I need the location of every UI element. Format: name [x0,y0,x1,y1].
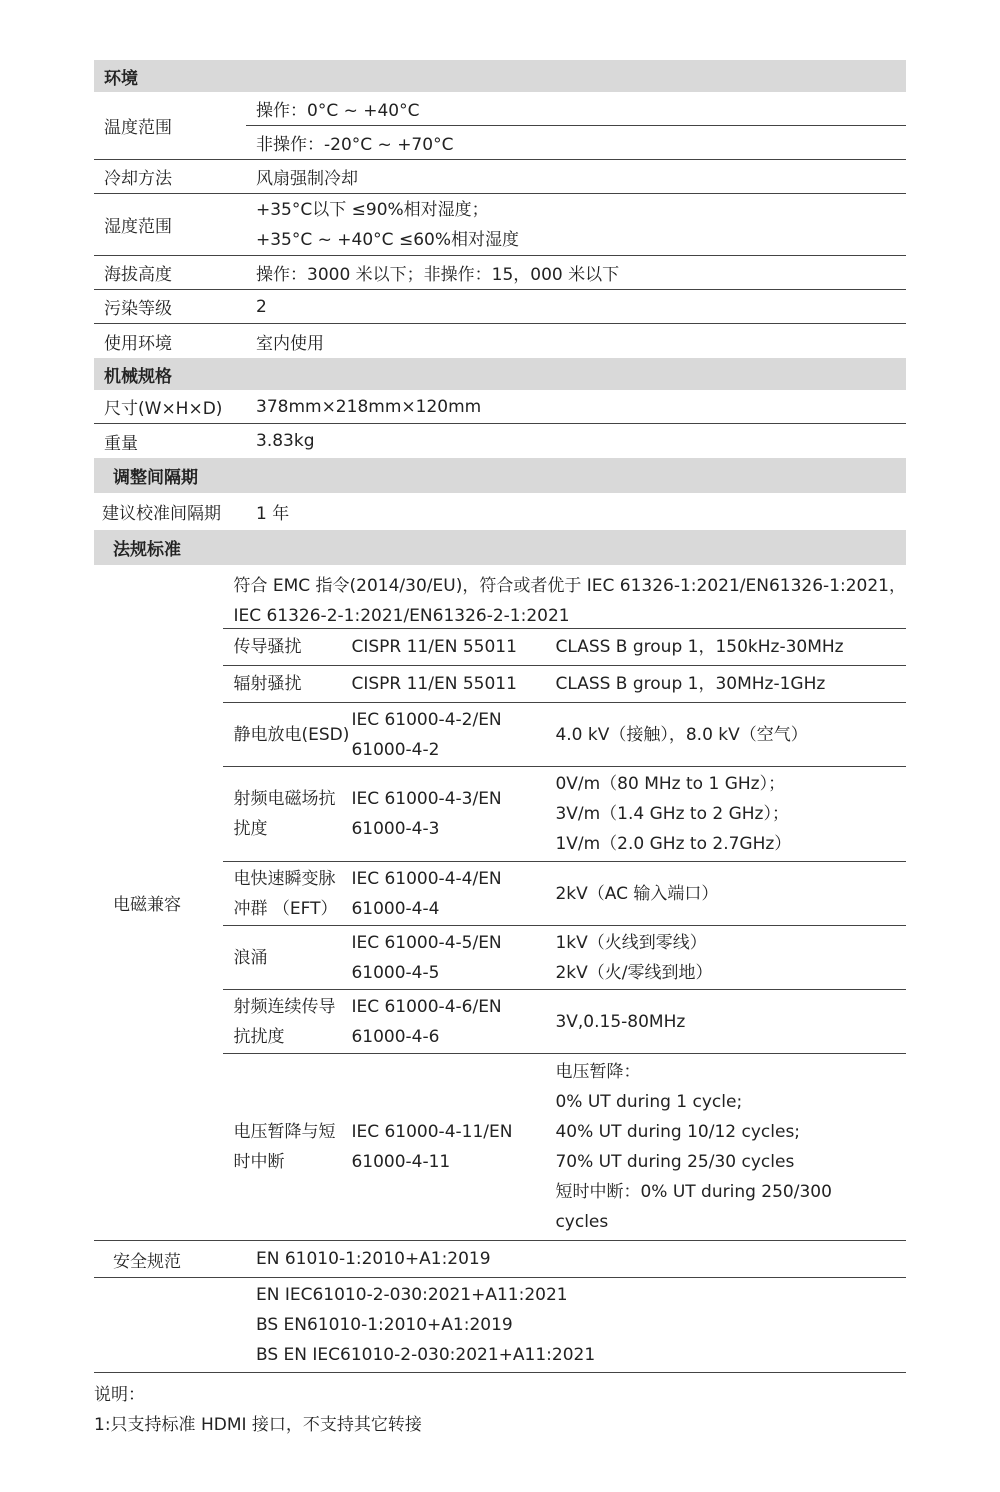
emc-block [94,565,906,1240]
value-usage: 室内使用 [256,333,324,354]
label-cooling: 冷却方法 [104,169,172,189]
emc-intro-line-1: 符合 EMC 指令(2014/30/EU)，符合或者优于 IEC 61326-1:2021/EN61326-1:2021， [233,576,906,596]
value-weight: 3.83kg [256,431,315,451]
emc-row [223,926,906,990]
temp-nonoperating: 非操作：-20°C ~ +70°C [256,135,454,155]
safety-standard: BS EN61010-1:2010+A1:2019 [256,1315,513,1335]
emc-test-name: 时中断 [233,1152,285,1172]
label-usage: 使用环境 [104,333,172,354]
emc-level: 短时中断：0% UT during 250/300 [555,1182,832,1202]
temp-operating: 操作：0°C ~ +40°C [246,92,906,126]
humidity-line-2: +35°C ~ +40°C ≤60%相对湿度 [256,229,519,250]
emc-row [223,629,906,666]
emc-level: 70% UT during 25/30 cycles [555,1152,795,1172]
emc-standard: IEC 61000-4-3/EN [351,789,502,809]
row-altitude [94,256,906,290]
emc-test-name: 电压暂降与短 [233,1122,336,1142]
emc-standard: IEC 61000-4-2/EN [351,709,502,730]
row-pollution [94,290,906,324]
emc-test-name: 浪涌 [233,947,268,968]
emc-standard: IEC 61000-4-6/EN [351,996,502,1017]
emc-row [223,1054,906,1240]
label-pollution: 污染等级 [104,299,172,319]
value-size: 378mm×218mm×120mm [256,396,482,417]
emc-level: 40% UT during 10/12 cycles; [555,1122,801,1142]
row-cooling [94,160,906,194]
emc-level: 3V,0.15-80MHz [555,1011,686,1032]
emc-standard: IEC 61000-4-4/EN [351,868,502,889]
emc-test-name: 传导骚扰 [233,637,302,657]
emc-level: 1V/m（2.0 GHz to 2.7GHz） [555,834,792,854]
emc-row [223,767,906,862]
emc-row [223,703,906,767]
safety-standard: BS EN IEC61010-2-030:2021+A11:2021 [256,1345,596,1365]
row-safety [94,1241,906,1278]
emc-standard: IEC 61000-4-5/EN [351,932,502,953]
emc-level: 0V/m（80 MHz to 1 GHz）； [555,774,786,794]
emc-level: 2kV（火/零线到地） [555,962,713,983]
label-humidity: 湿度范围 [104,217,172,237]
row-temperature [94,92,906,160]
row-safety-more [94,1278,906,1373]
section-mechanical: 机械规格 [94,358,906,390]
emc-standard: CISPR 11/EN 55011 [351,674,517,694]
label-emc: 电磁兼容 [113,895,181,915]
notes-title: 说明： [94,1385,145,1405]
emc-standard: 61000-4-5 [351,962,440,983]
value-cooling: 风扇强制冷却 [256,169,358,189]
emc-test-name: 辐射骚扰 [233,674,302,694]
row-humidity [94,194,906,256]
section-calibration: 调整间隔期 [94,458,906,493]
row-size [94,390,906,424]
row-usage [94,324,906,358]
emc-level: 1kV（火线到零线） [555,932,707,953]
emc-test-name: 射频连续传导 [233,996,336,1017]
emc-standard: CISPR 11/EN 55011 [351,637,517,657]
value-calibration-interval: 1 年 [256,504,290,524]
label-calibration-interval: 建议校准间隔期 [102,504,221,524]
note-item: 1:只支持标准 HDMI 接口，不支持其它转接 [94,1415,422,1435]
label-size: 尺寸(W×H×D) [104,399,223,419]
emc-test-name: 扰度 [233,819,268,839]
label-safety: 安全规范 [113,1251,181,1272]
emc-standard: 61000-4-4 [351,898,440,919]
emc-level: 0% UT during 1 cycle; [555,1092,743,1112]
emc-level: CLASS B group 1，150kHz-30MHz [555,637,844,657]
emc-level: 电压暂降： [555,1062,641,1082]
emc-standard: 61000-4-11 [351,1152,451,1172]
emc-test-name: 静电放电(ESD) [233,724,350,745]
emc-standard: 61000-4-2 [351,739,440,760]
label-temperature: 温度范围 [104,118,172,138]
notes [94,1380,422,1440]
emc-standard: 61000-4-6 [351,1026,440,1047]
row-calibration-interval [94,493,906,530]
emc-intro-line-2: IEC 61326-2-1:2021/EN61326-2-1:2021 [233,606,570,626]
label-altitude: 海拔高度 [104,265,172,285]
value-pollution: 2 [256,296,267,317]
emc-level: cycles [555,1212,609,1232]
safety-standard: EN IEC61010-2-030:2021+A11:2021 [256,1285,568,1305]
value-altitude: 操作：3000 米以下；非操作：15，000 米以下 [256,265,620,285]
emc-standard: 61000-4-3 [351,819,440,839]
emc-test-name: 冲群 （EFT） [233,898,338,919]
emc-test-name: 电快速瞬变脉 [233,868,336,889]
emc-level: 3V/m（1.4 GHz to 2 GHz）； [555,804,789,824]
safety-standard: EN 61010-1:2010+A1:2019 [256,1249,491,1269]
emc-level: CLASS B group 1，30MHz-1GHz [555,674,826,694]
emc-test-name: 射频电磁场抗 [233,789,336,809]
humidity-line-1: +35°C以下 ≤90%相对湿度； [256,199,489,220]
emc-row [223,990,906,1054]
emc-row [223,862,906,926]
emc-test-name: 抗扰度 [233,1026,285,1047]
emc-standard: IEC 61000-4-11/EN [351,1122,513,1142]
row-weight [94,424,906,458]
emc-level: 4.0 kV（接触），8.0 kV（空气） [555,724,808,745]
emc-level: 2kV（AC 输入端口） [555,883,719,904]
spec-table [94,60,906,1373]
label-weight: 重量 [104,433,138,454]
section-environment: 环境 [94,60,906,92]
section-regulatory: 法规标准 [94,530,906,565]
emc-row [223,666,906,703]
